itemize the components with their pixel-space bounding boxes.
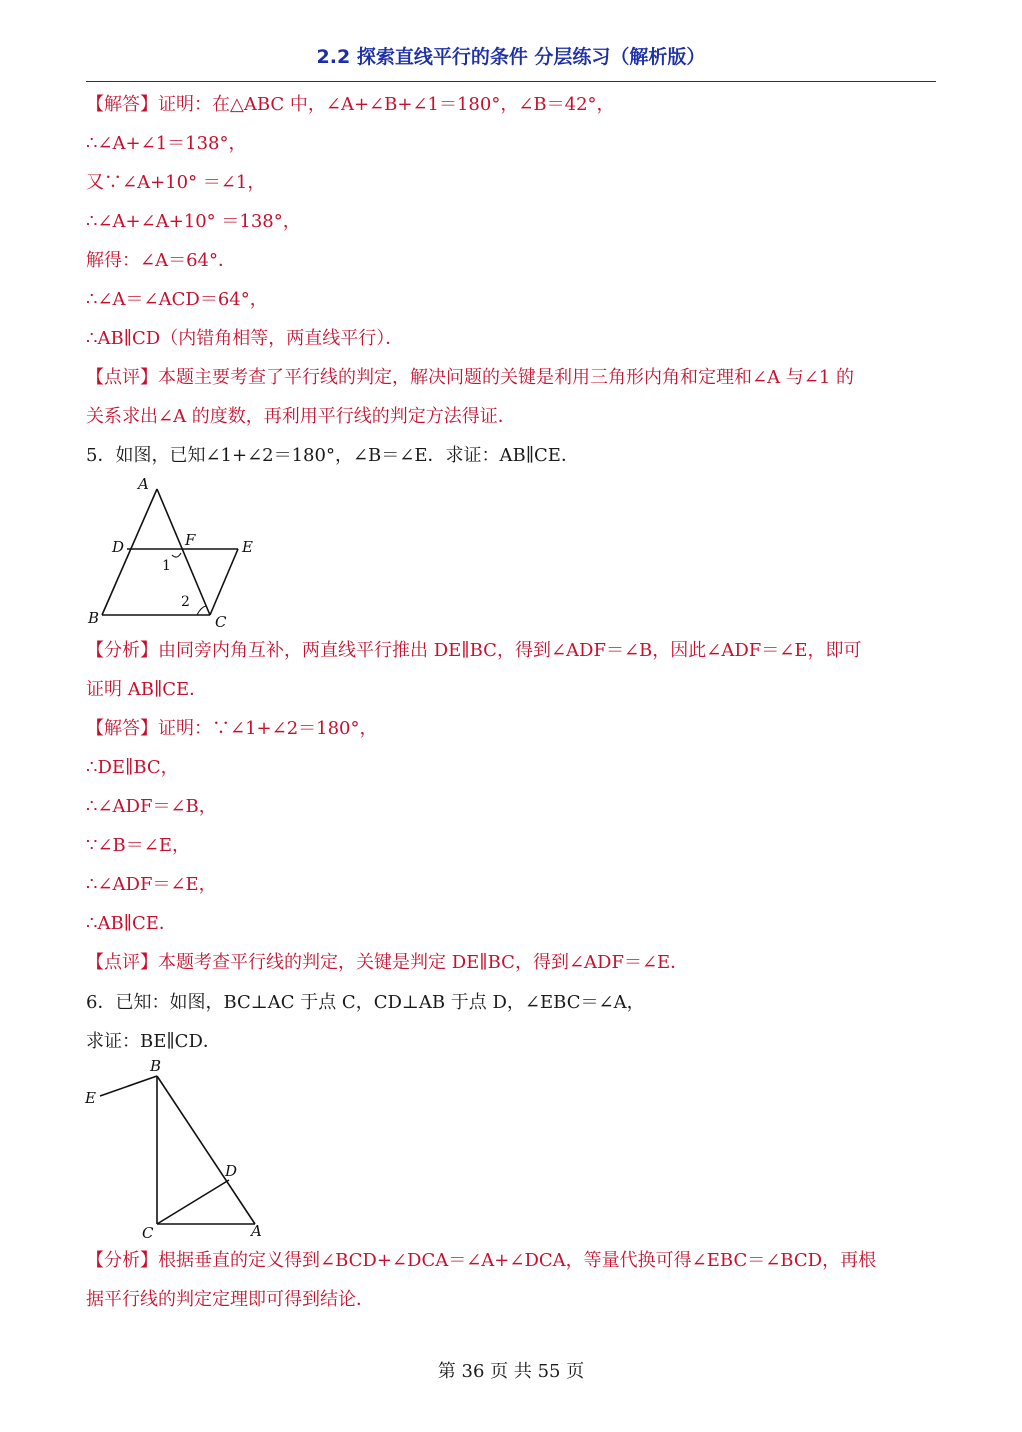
answer-line: ∴∠ADF＝∠B， (86, 796, 217, 817)
header-divider (86, 81, 936, 82)
label-angle-1: 1 (162, 558, 171, 574)
answer-line: ∴∠A+∠1＝138°， (86, 133, 247, 154)
label-A: A (251, 1222, 262, 1240)
analysis-line: 【分析】根据垂直的定义得到∠BCD+∠DCA＝∠A+∠DCA，等量代换可得∠EBC＝∠BCD，再根 (86, 1250, 877, 1271)
answer-line: ∴AB∥CD（内错角相等，两直线平行）． (86, 328, 404, 349)
label-B: B (150, 1057, 162, 1075)
analysis-line: 据平行线的判定定理即可得到结论． (86, 1289, 374, 1310)
question-5: 5．如图，已知∠1+∠2＝180°，∠B＝∠E．求证：AB∥CE． (86, 445, 579, 466)
label-E: E (85, 1089, 96, 1107)
answer-line: ∴AB∥CE． (86, 913, 177, 934)
label-C: C (142, 1224, 154, 1242)
answer-line: ∴DE∥BC， (86, 757, 179, 778)
answer-line: 解得：∠A＝64°． (86, 250, 236, 271)
page-footer: 第 36 页 共 55 页 (437, 1361, 585, 1382)
label-D: D (112, 538, 125, 556)
label-C: C (215, 613, 227, 630)
label-A: A (138, 475, 149, 493)
comment-line: 【点评】本题考查平行线的判定，关键是判定 DE∥BC，得到∠ADF＝∠E． (86, 952, 689, 973)
answer-line: ∴∠A+∠A+10° ＝138°， (86, 211, 301, 232)
answer-line: ∴∠A＝∠ACD＝64°， (86, 289, 268, 310)
answer-line: ∴∠ADF＝∠E， (86, 874, 217, 895)
figure-q6 (84, 1056, 268, 1242)
question-6: 6．已知：如图，BC⊥AC 于点 C，CD⊥AB 于点 D，∠EBC＝∠A， (86, 992, 645, 1013)
comment-line: 关系求出∠A 的度数，再利用平行线的判定方法得证． (86, 406, 516, 427)
answer-line: 又∵∠A+10° ＝∠1， (86, 172, 266, 193)
analysis-line: 证明 AB∥CE． (86, 679, 208, 700)
comment-line: 【点评】本题主要考查了平行线的判定，解决问题的关键是利用三角形内角和定理和∠A 与∠1 的 (86, 367, 855, 388)
analysis-line: 【分析】由同旁内角互补，两直线平行推出 DE∥BC，得到∠ADF＝∠B，因此∠ADF＝∠E，即可 (86, 640, 862, 661)
figure-q5 (86, 474, 256, 630)
answer-line: ∵∠B＝∠E， (86, 835, 190, 856)
answer-line: 【解答】证明：∵∠1+∠2＝180°， (86, 718, 378, 739)
label-F: F (185, 531, 196, 549)
label-D: D (225, 1162, 238, 1180)
question-6-prove: 求证：BE∥CD． (86, 1031, 221, 1052)
label-B: B (88, 609, 100, 627)
label-E: E (242, 538, 253, 556)
page-header-title: 2.2 探索直线平行的条件 分层练习（解析版） (316, 46, 706, 68)
answer-line: 【解答】证明：在△ABC 中，∠A+∠B+∠1＝180°，∠B＝42°， (86, 94, 615, 115)
label-angle-2: 2 (181, 594, 190, 610)
